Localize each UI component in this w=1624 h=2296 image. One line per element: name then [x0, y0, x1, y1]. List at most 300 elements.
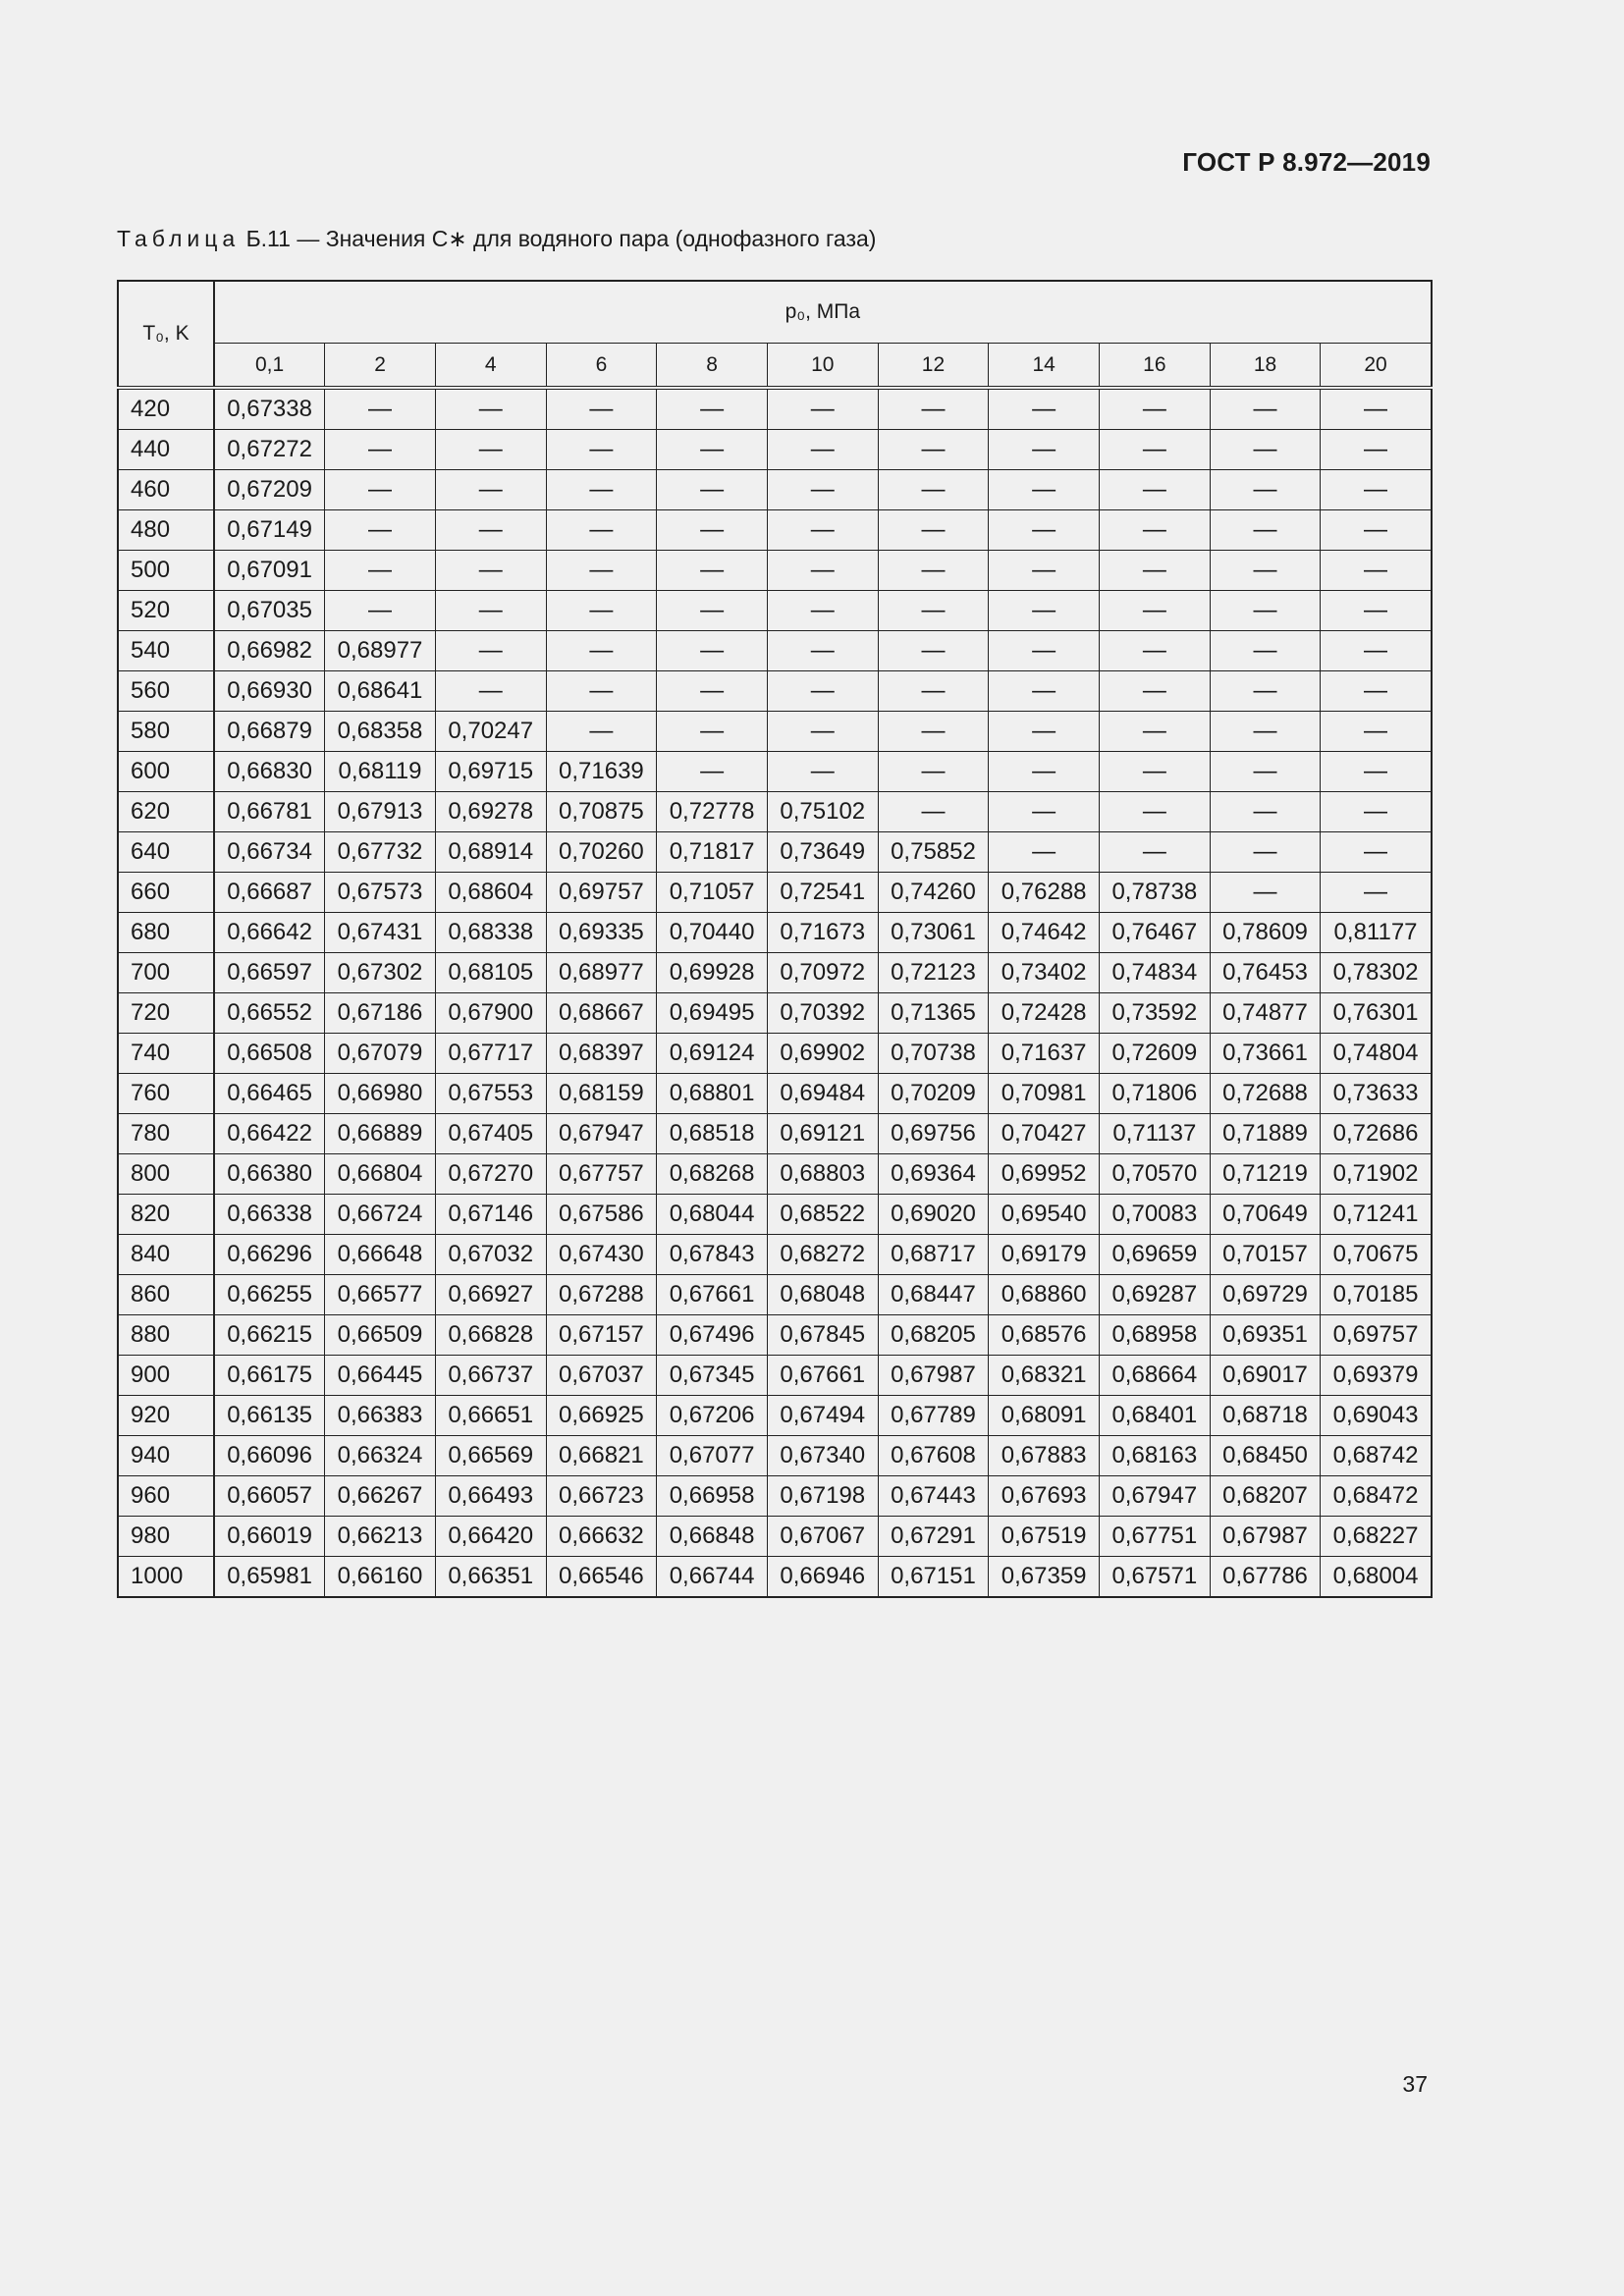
value-cell: 0,78738 — [1100, 873, 1211, 913]
value-cell: — — [878, 712, 989, 752]
value-cell: — — [767, 671, 878, 712]
value-cell: 0,70260 — [546, 832, 657, 873]
value-cell: 0,67405 — [435, 1114, 546, 1154]
value-cell: 0,67751 — [1100, 1517, 1211, 1557]
table-row — [118, 551, 1432, 591]
value-cell: 0,69124 — [657, 1034, 768, 1074]
value-cell: 0,66737 — [435, 1356, 546, 1396]
value-cell: — — [1100, 832, 1211, 873]
value-cell: — — [1100, 591, 1211, 631]
col-header: 10 — [767, 344, 878, 389]
value-cell: 0,69364 — [878, 1154, 989, 1195]
value-cell: — — [878, 631, 989, 671]
table-row — [118, 712, 1432, 752]
value-cell: — — [546, 591, 657, 631]
value-cell: 0,68667 — [546, 993, 657, 1034]
value-cell: — — [657, 631, 768, 671]
value-cell: 0,68472 — [1321, 1476, 1432, 1517]
value-cell: 0,66734 — [214, 832, 325, 873]
row-header-temperature: T₀, K — [118, 281, 214, 388]
value-cell: — — [989, 712, 1100, 752]
value-cell: — — [989, 792, 1100, 832]
value-cell: — — [878, 470, 989, 510]
value-cell: — — [1100, 712, 1211, 752]
value-cell: — — [989, 430, 1100, 470]
value-cell: 0,73633 — [1321, 1074, 1432, 1114]
value-cell: 0,67037 — [546, 1356, 657, 1396]
value-cell: 0,81177 — [1321, 913, 1432, 953]
col-header: 20 — [1321, 344, 1432, 389]
temperature-cell: 660 — [118, 873, 214, 913]
value-cell: 0,67079 — [325, 1034, 436, 1074]
value-cell: 0,67947 — [1100, 1476, 1211, 1517]
temperature-cell: 640 — [118, 832, 214, 873]
value-cell: 0,69757 — [1321, 1315, 1432, 1356]
value-cell: — — [1100, 752, 1211, 792]
value-cell: 0,70570 — [1100, 1154, 1211, 1195]
value-cell: 0,68105 — [435, 953, 546, 993]
value-cell: 0,68358 — [325, 712, 436, 752]
value-cell: 0,66445 — [325, 1356, 436, 1396]
value-cell: 0,67519 — [989, 1517, 1100, 1557]
value-cell: 0,67032 — [435, 1235, 546, 1275]
value-cell: 0,66552 — [214, 993, 325, 1034]
value-cell: 0,68004 — [1321, 1557, 1432, 1598]
value-cell: 0,67717 — [435, 1034, 546, 1074]
value-cell: — — [1210, 873, 1321, 913]
value-cell: 0,70392 — [767, 993, 878, 1034]
value-cell: 0,72609 — [1100, 1034, 1211, 1074]
value-cell: — — [1210, 430, 1321, 470]
value-cell: 0,76467 — [1100, 913, 1211, 953]
value-cell: 0,69017 — [1210, 1356, 1321, 1396]
value-cell: 0,68205 — [878, 1315, 989, 1356]
value-cell: — — [989, 631, 1100, 671]
value-cell: 0,72428 — [989, 993, 1100, 1034]
value-cell: — — [435, 631, 546, 671]
value-cell: 0,72688 — [1210, 1074, 1321, 1114]
value-cell: 0,67571 — [1100, 1557, 1211, 1598]
value-cell: — — [1321, 551, 1432, 591]
value-cell: 0,69902 — [767, 1034, 878, 1074]
value-cell: 0,66925 — [546, 1396, 657, 1436]
temperature-cell: 620 — [118, 792, 214, 832]
value-cell: 0,76453 — [1210, 953, 1321, 993]
value-cell: 0,65981 — [214, 1557, 325, 1598]
table-row — [118, 1034, 1432, 1074]
temperature-cell: 860 — [118, 1275, 214, 1315]
value-cell: 0,73061 — [878, 913, 989, 953]
value-cell: 0,71889 — [1210, 1114, 1321, 1154]
temperature-cell: 780 — [118, 1114, 214, 1154]
temperature-cell: 420 — [118, 388, 214, 430]
value-cell: — — [1210, 832, 1321, 873]
temperature-cell: 720 — [118, 993, 214, 1034]
value-cell: 0,68447 — [878, 1275, 989, 1315]
value-cell: 0,69495 — [657, 993, 768, 1034]
value-cell: 0,71137 — [1100, 1114, 1211, 1154]
value-cell: 0,69756 — [878, 1114, 989, 1154]
col-header: 0,1 — [214, 344, 325, 389]
value-cell: 0,70157 — [1210, 1235, 1321, 1275]
value-cell: 0,68641 — [325, 671, 436, 712]
value-cell: — — [878, 551, 989, 591]
value-cell: 0,66642 — [214, 913, 325, 953]
value-cell: — — [1321, 470, 1432, 510]
value-cell: — — [989, 388, 1100, 430]
value-cell: — — [1210, 631, 1321, 671]
value-cell: 0,73661 — [1210, 1034, 1321, 1074]
value-cell: 0,67586 — [546, 1195, 657, 1235]
value-cell: 0,68268 — [657, 1154, 768, 1195]
value-cell: 0,74260 — [878, 873, 989, 913]
value-cell: 0,68450 — [1210, 1436, 1321, 1476]
value-cell: — — [657, 591, 768, 631]
value-cell: 0,70185 — [1321, 1275, 1432, 1315]
value-cell: 0,66651 — [435, 1396, 546, 1436]
value-cell: 0,66422 — [214, 1114, 325, 1154]
value-cell: 0,68518 — [657, 1114, 768, 1154]
table-row — [118, 1436, 1432, 1476]
table-row — [118, 388, 1432, 430]
value-cell: 0,70649 — [1210, 1195, 1321, 1235]
table-row — [118, 430, 1432, 470]
table-row — [118, 1517, 1432, 1557]
value-cell: 0,67608 — [878, 1436, 989, 1476]
value-cell: 0,69729 — [1210, 1275, 1321, 1315]
value-cell: 0,74834 — [1100, 953, 1211, 993]
table-row — [118, 1235, 1432, 1275]
value-cell: 0,67661 — [767, 1356, 878, 1396]
temperature-cell: 840 — [118, 1235, 214, 1275]
value-cell: 0,78609 — [1210, 913, 1321, 953]
value-cell: — — [1321, 631, 1432, 671]
value-cell: 0,68272 — [767, 1235, 878, 1275]
col-header: 6 — [546, 344, 657, 389]
value-cell: 0,66889 — [325, 1114, 436, 1154]
value-cell: 0,66493 — [435, 1476, 546, 1517]
value-cell: — — [1100, 430, 1211, 470]
value-cell: — — [657, 388, 768, 430]
value-cell: 0,71639 — [546, 752, 657, 792]
value-cell: 0,66509 — [325, 1315, 436, 1356]
value-cell: 0,74877 — [1210, 993, 1321, 1034]
value-cell: — — [878, 591, 989, 631]
value-cell: 0,67338 — [214, 388, 325, 430]
temperature-cell: 480 — [118, 510, 214, 551]
value-cell: — — [546, 470, 657, 510]
value-cell: 0,68207 — [1210, 1476, 1321, 1517]
value-cell: 0,69928 — [657, 953, 768, 993]
value-cell: — — [767, 470, 878, 510]
temperature-cell: 700 — [118, 953, 214, 993]
value-cell: 0,66255 — [214, 1275, 325, 1315]
table-row — [118, 993, 1432, 1034]
value-cell: 0,71806 — [1100, 1074, 1211, 1114]
value-cell: 0,69540 — [989, 1195, 1100, 1235]
col-header: 14 — [989, 344, 1100, 389]
value-cell: 0,67843 — [657, 1235, 768, 1275]
value-cell: — — [1210, 510, 1321, 551]
value-cell: — — [1100, 631, 1211, 671]
table-row — [118, 792, 1432, 832]
table-row — [118, 832, 1432, 873]
value-cell: — — [546, 631, 657, 671]
value-cell: — — [989, 752, 1100, 792]
value-cell: 0,70972 — [767, 953, 878, 993]
value-cell: 0,68227 — [1321, 1517, 1432, 1557]
table-row — [118, 752, 1432, 792]
value-cell: 0,71817 — [657, 832, 768, 873]
table-row — [118, 1557, 1432, 1598]
value-cell: 0,67913 — [325, 792, 436, 832]
value-cell: 0,70675 — [1321, 1235, 1432, 1275]
value-cell: — — [1100, 551, 1211, 591]
value-cell: — — [989, 591, 1100, 631]
value-cell: 0,67431 — [325, 913, 436, 953]
table-row — [118, 1275, 1432, 1315]
value-cell: — — [1321, 671, 1432, 712]
temperature-cell: 580 — [118, 712, 214, 752]
col-header: 2 — [325, 344, 436, 389]
value-cell: 0,66135 — [214, 1396, 325, 1436]
value-cell: 0,66569 — [435, 1436, 546, 1476]
value-cell: 0,67157 — [546, 1315, 657, 1356]
value-cell: 0,67035 — [214, 591, 325, 631]
value-cell: 0,67786 — [1210, 1557, 1321, 1598]
value-cell: — — [1210, 470, 1321, 510]
caption-label: Таблица — [117, 226, 241, 251]
temperature-cell: 520 — [118, 591, 214, 631]
value-cell: — — [1210, 752, 1321, 792]
value-cell: — — [989, 470, 1100, 510]
value-cell: 0,72778 — [657, 792, 768, 832]
temperature-cell: 940 — [118, 1436, 214, 1476]
value-cell: 0,67359 — [989, 1557, 1100, 1598]
value-cell: 0,71241 — [1321, 1195, 1432, 1235]
temperature-cell: 960 — [118, 1476, 214, 1517]
value-cell: 0,73649 — [767, 832, 878, 873]
temperature-cell: 460 — [118, 470, 214, 510]
value-cell: 0,68604 — [435, 873, 546, 913]
value-cell: 0,67198 — [767, 1476, 878, 1517]
value-cell: 0,67693 — [989, 1476, 1100, 1517]
value-cell: — — [325, 591, 436, 631]
temperature-cell: 880 — [118, 1315, 214, 1356]
value-cell: — — [546, 388, 657, 430]
value-cell: 0,67900 — [435, 993, 546, 1034]
value-cell: 0,69179 — [989, 1235, 1100, 1275]
value-cell: — — [767, 430, 878, 470]
value-cell: 0,66175 — [214, 1356, 325, 1396]
value-cell: 0,67149 — [214, 510, 325, 551]
value-cell: — — [989, 671, 1100, 712]
value-cell: 0,66879 — [214, 712, 325, 752]
value-cell: 0,66781 — [214, 792, 325, 832]
value-cell: 0,66927 — [435, 1275, 546, 1315]
value-cell: — — [435, 388, 546, 430]
value-cell: 0,68338 — [435, 913, 546, 953]
value-cell: 0,66351 — [435, 1557, 546, 1598]
value-cell: 0,67987 — [1210, 1517, 1321, 1557]
value-cell: 0,70875 — [546, 792, 657, 832]
value-cell: — — [767, 388, 878, 430]
table-row — [118, 953, 1432, 993]
value-cell: 0,66744 — [657, 1557, 768, 1598]
value-cell: 0,66597 — [214, 953, 325, 993]
value-cell: 0,68801 — [657, 1074, 768, 1114]
value-cell: 0,66577 — [325, 1275, 436, 1315]
value-cell: 0,68958 — [1100, 1315, 1211, 1356]
value-cell: 0,66508 — [214, 1034, 325, 1074]
value-cell: 0,68977 — [546, 953, 657, 993]
value-cell: — — [546, 510, 657, 551]
value-cell: 0,78302 — [1321, 953, 1432, 993]
value-cell: 0,66687 — [214, 873, 325, 913]
value-cell: — — [546, 712, 657, 752]
value-cell: 0,69484 — [767, 1074, 878, 1114]
value-cell: 0,66546 — [546, 1557, 657, 1598]
value-cell: 0,76288 — [989, 873, 1100, 913]
value-cell: 0,66296 — [214, 1235, 325, 1275]
value-cell: 0,68977 — [325, 631, 436, 671]
temperature-cell: 800 — [118, 1154, 214, 1195]
value-cell: 0,68914 — [435, 832, 546, 873]
value-cell: 0,67987 — [878, 1356, 989, 1396]
value-cell: — — [1210, 551, 1321, 591]
value-cell: 0,68664 — [1100, 1356, 1211, 1396]
value-cell: 0,67077 — [657, 1436, 768, 1476]
value-cell: — — [878, 510, 989, 551]
page-number: 37 — [1402, 2071, 1428, 2097]
value-cell: 0,68401 — [1100, 1396, 1211, 1436]
value-cell: — — [1100, 792, 1211, 832]
value-cell: — — [546, 430, 657, 470]
value-cell: 0,71637 — [989, 1034, 1100, 1074]
value-cell: — — [1210, 792, 1321, 832]
value-cell: — — [325, 551, 436, 591]
table-row — [118, 591, 1432, 631]
temperature-cell: 1000 — [118, 1557, 214, 1598]
value-cell: 0,67443 — [878, 1476, 989, 1517]
col-header: 4 — [435, 344, 546, 389]
value-cell: — — [657, 430, 768, 470]
temperature-cell: 920 — [118, 1396, 214, 1436]
value-cell: — — [1210, 591, 1321, 631]
value-cell: 0,73402 — [989, 953, 1100, 993]
table-row — [118, 631, 1432, 671]
value-cell: 0,69043 — [1321, 1396, 1432, 1436]
value-cell: — — [1321, 510, 1432, 551]
value-cell: — — [1321, 430, 1432, 470]
value-cell: 0,70427 — [989, 1114, 1100, 1154]
value-cell: 0,67553 — [435, 1074, 546, 1114]
table-row — [118, 510, 1432, 551]
value-cell: 0,67186 — [325, 993, 436, 1034]
value-cell: — — [657, 470, 768, 510]
value-cell: 0,66465 — [214, 1074, 325, 1114]
value-cell: 0,67345 — [657, 1356, 768, 1396]
value-cell: 0,67757 — [546, 1154, 657, 1195]
table-row — [118, 1074, 1432, 1114]
value-cell: — — [989, 551, 1100, 591]
value-cell: 0,69379 — [1321, 1356, 1432, 1396]
value-cell: — — [767, 551, 878, 591]
value-cell: — — [435, 430, 546, 470]
value-cell: 0,72541 — [767, 873, 878, 913]
value-cell: — — [1321, 792, 1432, 832]
value-cell: 0,70083 — [1100, 1195, 1211, 1235]
value-cell: 0,68044 — [657, 1195, 768, 1235]
value-cell: — — [1210, 712, 1321, 752]
value-cell: 0,72123 — [878, 953, 989, 993]
table-row — [118, 1476, 1432, 1517]
value-cell: 0,69715 — [435, 752, 546, 792]
value-cell: 0,69351 — [1210, 1315, 1321, 1356]
value-cell: — — [1321, 752, 1432, 792]
value-cell: 0,67789 — [878, 1396, 989, 1436]
value-cell: 0,66723 — [546, 1476, 657, 1517]
value-cell: 0,66215 — [214, 1315, 325, 1356]
value-cell: 0,74642 — [989, 913, 1100, 953]
value-cell: — — [546, 551, 657, 591]
temperature-cell: 440 — [118, 430, 214, 470]
value-cell: 0,66632 — [546, 1517, 657, 1557]
value-cell: 0,67151 — [878, 1557, 989, 1598]
table-row — [118, 1114, 1432, 1154]
col-header: 18 — [1210, 344, 1321, 389]
value-cell: 0,75852 — [878, 832, 989, 873]
value-cell: 0,66160 — [325, 1557, 436, 1598]
value-cell: — — [1321, 591, 1432, 631]
value-cell: 0,66324 — [325, 1436, 436, 1476]
value-cell: 0,67340 — [767, 1436, 878, 1476]
value-cell: 0,68576 — [989, 1315, 1100, 1356]
temperature-cell: 680 — [118, 913, 214, 953]
value-cell: — — [435, 510, 546, 551]
value-cell: 0,67883 — [989, 1436, 1100, 1476]
value-cell: — — [767, 752, 878, 792]
value-cell: — — [878, 752, 989, 792]
value-cell: — — [767, 712, 878, 752]
value-cell: — — [546, 671, 657, 712]
value-cell: 0,66930 — [214, 671, 325, 712]
value-cell: 0,66724 — [325, 1195, 436, 1235]
value-cell: — — [878, 792, 989, 832]
value-cell: — — [435, 591, 546, 631]
value-cell: 0,68718 — [1210, 1396, 1321, 1436]
value-cell: 0,68159 — [546, 1074, 657, 1114]
value-cell: 0,66267 — [325, 1476, 436, 1517]
table-row — [118, 1356, 1432, 1396]
temperature-cell: 900 — [118, 1356, 214, 1396]
value-cell: — — [435, 671, 546, 712]
value-cell: 0,69121 — [767, 1114, 878, 1154]
value-cell: — — [1100, 671, 1211, 712]
value-cell: — — [1210, 388, 1321, 430]
value-cell: — — [435, 551, 546, 591]
value-cell: 0,66648 — [325, 1235, 436, 1275]
value-cell: 0,67206 — [657, 1396, 768, 1436]
value-cell: 0,71219 — [1210, 1154, 1321, 1195]
value-cell: — — [1100, 470, 1211, 510]
value-cell: 0,68321 — [989, 1356, 1100, 1396]
value-cell: 0,67270 — [435, 1154, 546, 1195]
value-cell: 0,71365 — [878, 993, 989, 1034]
value-cell: 0,67146 — [435, 1195, 546, 1235]
value-cell: 0,74804 — [1321, 1034, 1432, 1074]
value-cell: 0,68119 — [325, 752, 436, 792]
